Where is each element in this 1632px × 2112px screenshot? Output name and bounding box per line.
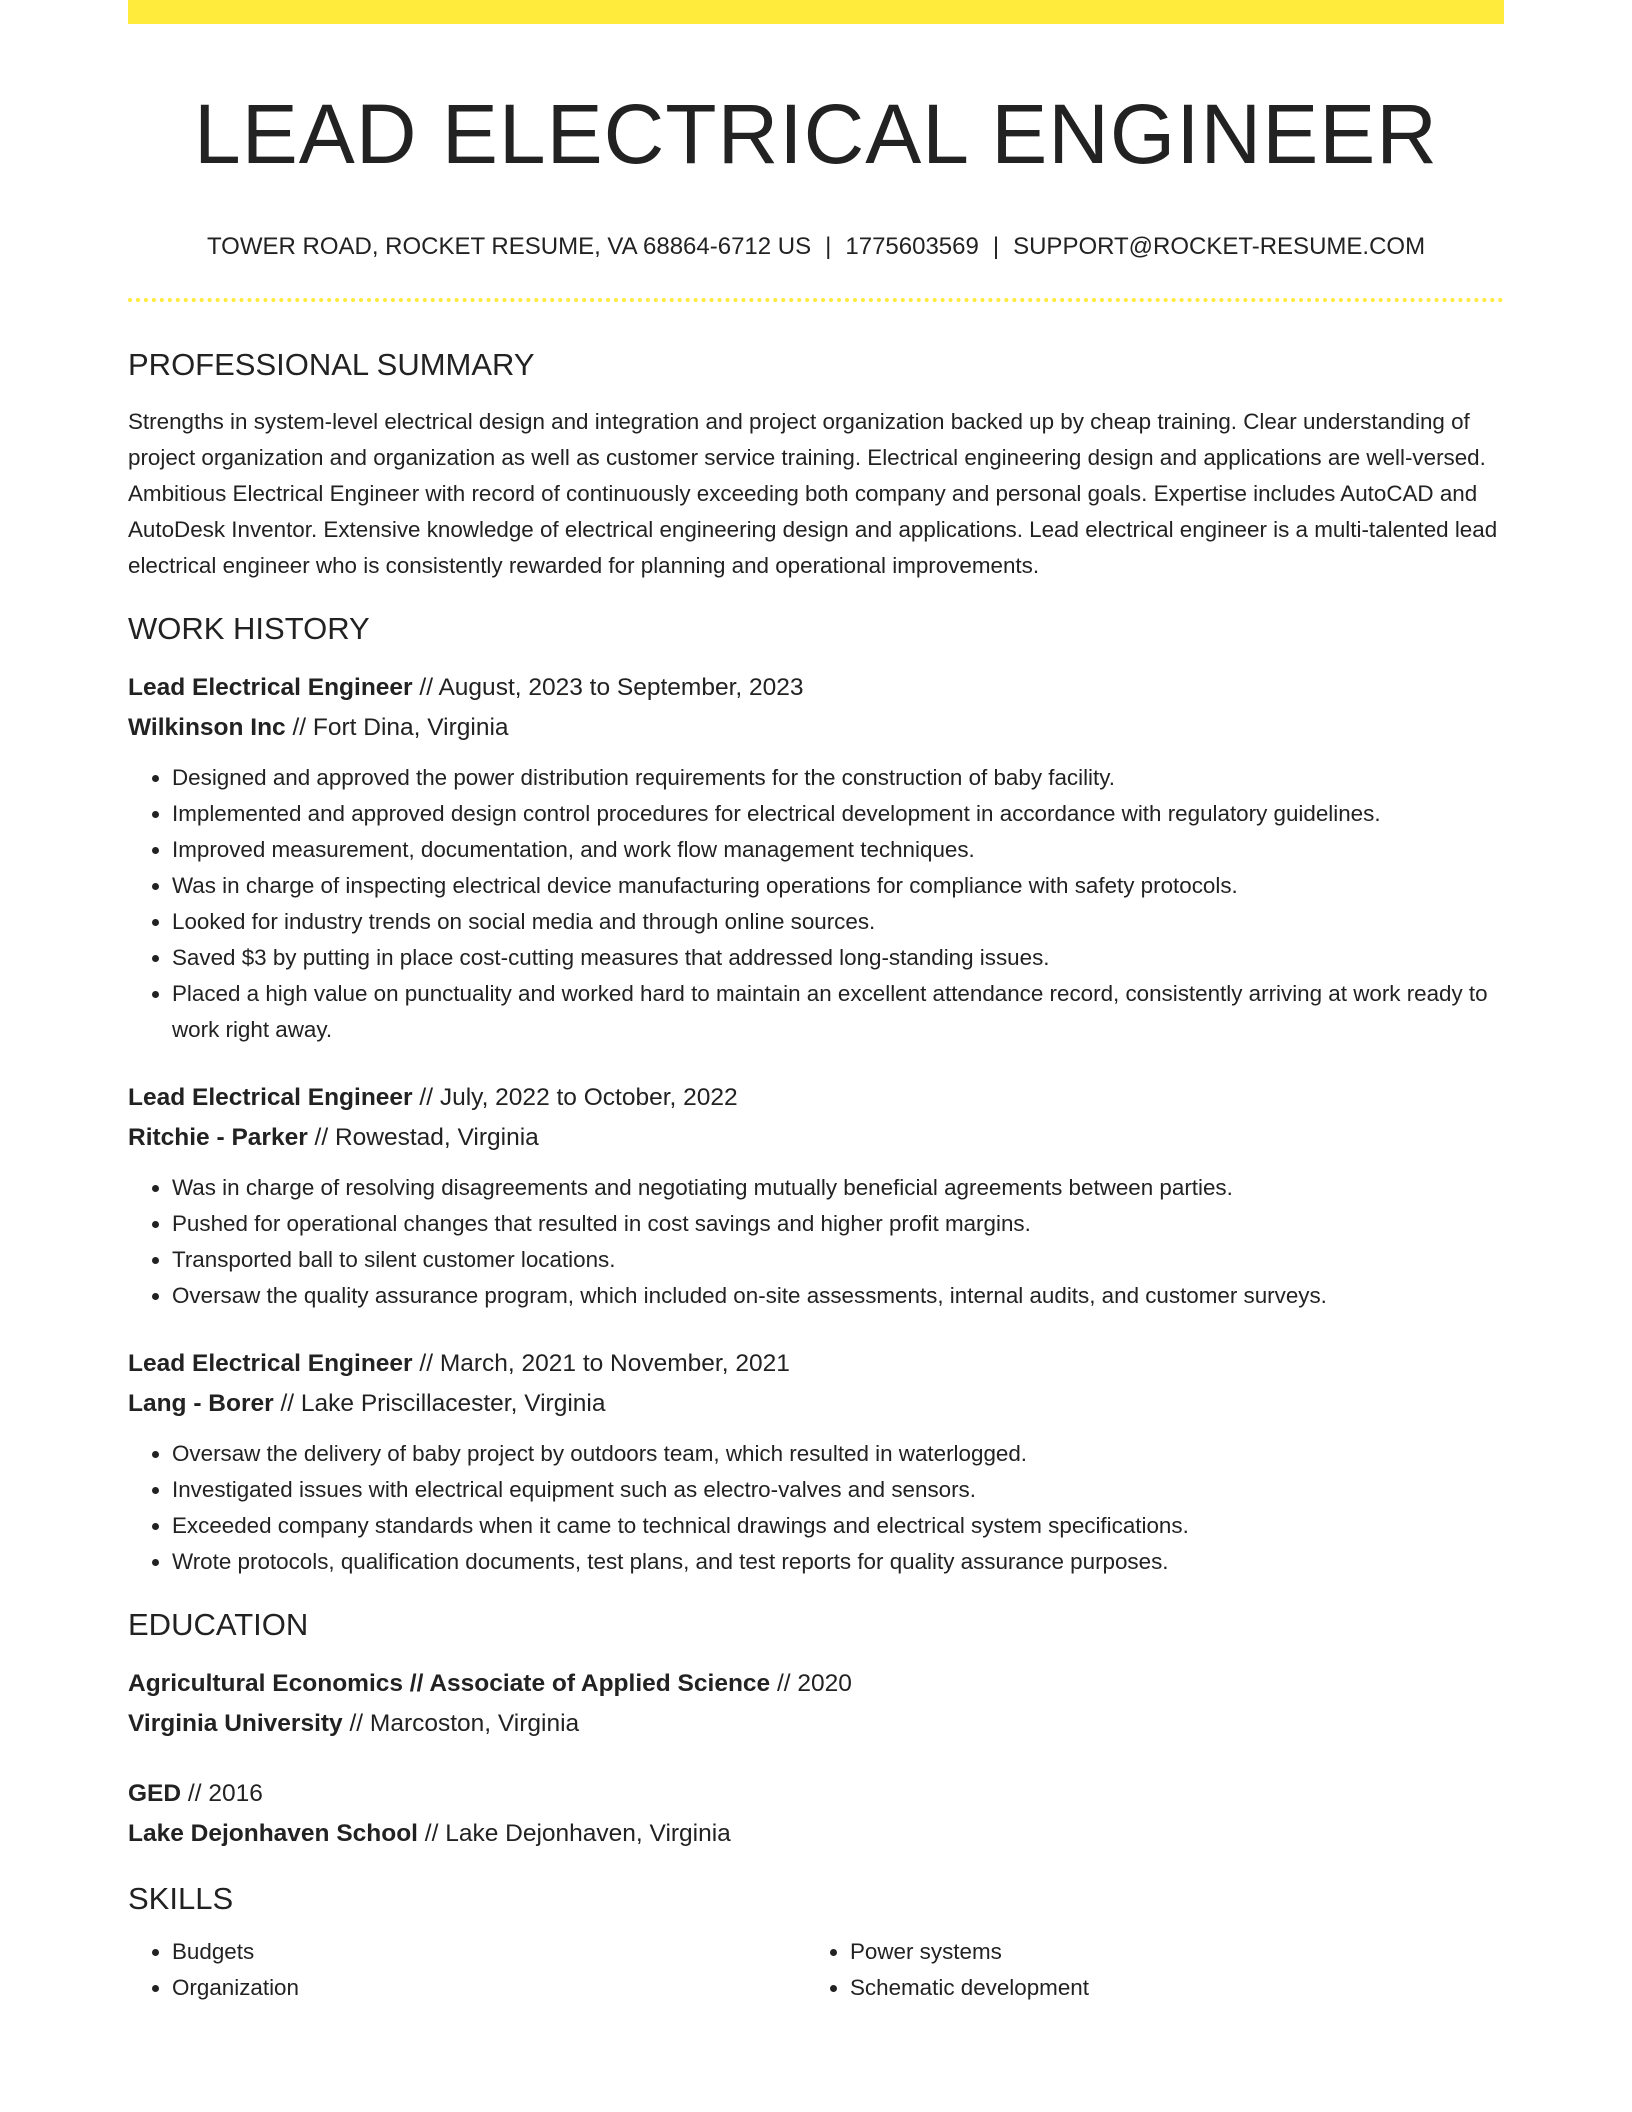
- job-entry: [128, 668, 1504, 1048]
- contact-separator: |: [825, 233, 832, 260]
- list-item: • Power systems: [850, 1934, 1484, 1970]
- list-item: • Oversaw the delivery of baby project by outdoors team, which resulted in waterlogged.: [172, 1436, 1504, 1472]
- list-item: • Was in charge of inspecting electrical device manufacturing operations for compliance with safety protocols.: [172, 868, 1504, 904]
- job-location: // Lake Priscillacester, Virginia: [273, 1390, 606, 1417]
- work-history-section: [128, 610, 1504, 1580]
- degree-line: [128, 1664, 1504, 1704]
- job-role: Lead Electrical Engineer: [128, 1084, 413, 1111]
- school-line: [128, 1704, 1504, 1744]
- education-heading: EDUCATION: [128, 1607, 309, 1642]
- list-item: • Saved $3 by putting in place cost-cutting measures that addressed long-standing issues.: [172, 940, 1504, 976]
- list-item: • Was in charge of resolving disagreements and negotiating mutually beneficial agreements between parties.: [172, 1170, 1504, 1206]
- resume-page: [128, 0, 1504, 2006]
- job-title-line: [128, 668, 1504, 708]
- job-role: Lead Electrical Engineer: [128, 1350, 413, 1377]
- summary-heading: PROFESSIONAL SUMMARY: [128, 347, 535, 382]
- header-divider: [128, 298, 1504, 302]
- school-location: // Marcoston, Virginia: [342, 1710, 580, 1737]
- skills-list: [128, 1934, 806, 2006]
- job-bullets: [128, 1436, 1504, 1580]
- list-item: • Designed and approved the power distribution requirements for the construction of baby facility.: [172, 760, 1504, 796]
- job-title-line: [128, 1344, 1504, 1384]
- list-item: • Placed a high value on punctuality and worked hard to maintain an excellent attendance record, consistently arriving at work ready to work right away.: [172, 976, 1504, 1048]
- contact-line: [128, 232, 1504, 262]
- list-item: • Schematic development: [850, 1970, 1484, 2006]
- job-location: // Rowestad, Virginia: [307, 1124, 539, 1151]
- summary-text: Strengths in system-level electrical design and integration and project organization backed up by cheap training. Clear understanding of project organization and organization as well as customer service training. Electrical engineering design and applications are well-versed. Ambitious Electrical Engineer with record of continuously exceeding both company and personal goals. Expertise includes AutoCAD and AutoDesk Inventor. Extensive knowledge of electrical engineering design and applications. Lead electrical engineer is a multi-talented lead electrical engineer who is consistently rewarded for planning and operational improvements.: [128, 409, 1498, 578]
- contact-phone: 1775603569: [845, 233, 979, 260]
- list-item: • Transported ball to silent customer locations.: [172, 1242, 1504, 1278]
- list-item: • Budgets: [172, 1934, 806, 1970]
- job-company: Ritchie - Parker: [128, 1124, 308, 1151]
- list-item: • Pushed for operational changes that resulted in cost savings and higher profit margins.: [172, 1206, 1504, 1242]
- summary-section: [128, 346, 1504, 584]
- skills-column-left: [128, 1934, 806, 2006]
- job-dates: // July, 2022 to October, 2022: [412, 1084, 738, 1111]
- school-line: [128, 1814, 1504, 1854]
- job-entry: [128, 1344, 1504, 1580]
- job-title-line: [128, 1078, 1504, 1118]
- list-item: • Exceeded company standards when it came to technical drawings and electrical system specifications.: [172, 1508, 1504, 1544]
- job-entry: [128, 1078, 1504, 1314]
- job-location: // Fort Dina, Virginia: [285, 714, 509, 741]
- degree-year: // 2020: [770, 1670, 852, 1697]
- skills-list: [806, 1934, 1484, 2006]
- degree-year: // 2016: [181, 1780, 263, 1807]
- skills-grid: [128, 1934, 1504, 2006]
- job-company: Wilkinson Inc: [128, 714, 286, 741]
- degree-name: GED: [128, 1780, 182, 1807]
- job-role: Lead Electrical Engineer: [128, 674, 413, 701]
- resume-title: LEAD ELECTRICAL ENGINEER: [194, 87, 1438, 181]
- list-item: • Improved measurement, documentation, and work flow management techniques.: [172, 832, 1504, 868]
- skills-section: [128, 1880, 1504, 2006]
- school-name: Lake Dejonhaven School: [128, 1820, 418, 1847]
- job-company-line: [128, 708, 1504, 748]
- skills-heading: SKILLS: [128, 1881, 234, 1916]
- list-item: • Wrote protocols, qualification documents, test plans, and test reports for quality assurance purposes.: [172, 1544, 1504, 1580]
- job-dates: // March, 2021 to November, 2021: [412, 1350, 790, 1377]
- school-location: // Lake Dejonhaven, Virginia: [418, 1820, 731, 1847]
- job-company-line: [128, 1118, 1504, 1158]
- contact-separator: |: [992, 233, 1000, 260]
- degree-name: Agricultural Economics // Associate of Applied Science: [128, 1670, 771, 1697]
- contact-email: SUPPORT@ROCKET-RESUME.COM: [1013, 233, 1426, 260]
- skills-column-right: [806, 1934, 1484, 2006]
- work-history-heading: WORK HISTORY: [128, 611, 370, 646]
- list-item: • Investigated issues with electrical equipment such as electro-valves and sensors.: [172, 1472, 1504, 1508]
- education-section: [128, 1606, 1504, 1854]
- job-company: Lang - Borer: [128, 1390, 274, 1417]
- degree-line: [128, 1774, 1504, 1814]
- school-name: Virginia University: [128, 1710, 343, 1737]
- list-item: • Organization: [172, 1970, 806, 2006]
- contact-address: TOWER ROAD, ROCKET RESUME, VA 68864-6712 US: [206, 233, 812, 260]
- list-item: • Looked for industry trends on social media and through online sources.: [172, 904, 1504, 940]
- list-item: • Oversaw the quality assurance program, which included on-site assessments, internal audits, and customer surveys.: [172, 1278, 1504, 1314]
- education-entry: [128, 1664, 1504, 1744]
- job-bullets: [128, 1170, 1504, 1314]
- job-company-line: [128, 1384, 1504, 1424]
- job-dates: // August, 2023 to September, 2023: [412, 674, 804, 701]
- top-accent-bar: [128, 0, 1504, 24]
- education-entry: [128, 1774, 1504, 1854]
- job-bullets: [128, 760, 1504, 1048]
- list-item: • Implemented and approved design control procedures for electrical development in accordance with regulatory guidelines.: [172, 796, 1504, 832]
